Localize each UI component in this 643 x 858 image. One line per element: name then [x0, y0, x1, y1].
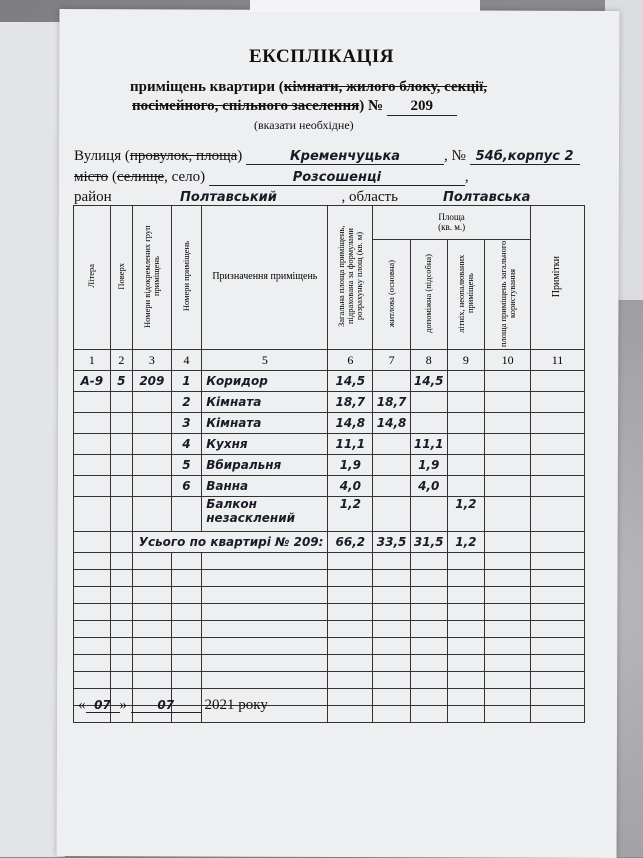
cell-empty: [202, 638, 328, 655]
cell-zhytl: 14,8: [373, 413, 411, 434]
cell-prym: [530, 413, 584, 434]
column-number: 2: [110, 350, 132, 371]
cell-empty: [171, 497, 202, 532]
cell-empty: [74, 621, 111, 638]
cell-empty: [485, 587, 531, 604]
cell-empty: [328, 621, 373, 638]
table-row-empty: [74, 553, 585, 570]
cell-name: Вбиральня: [202, 455, 328, 476]
header-poverkh: Поверх: [110, 206, 132, 350]
cell-total: 11,1: [328, 434, 373, 455]
table-row-empty: [74, 570, 585, 587]
cell-empty: [530, 553, 584, 570]
cell-total: 1,2: [328, 497, 373, 532]
cell-empty: [410, 587, 447, 604]
cell-empty: [74, 638, 111, 655]
header-dopomizhna: допоміжна (підсобна): [410, 240, 447, 350]
city-value: Розсошенці: [209, 170, 465, 186]
cell-total: 4,0: [328, 476, 373, 497]
cell-empty: [485, 570, 531, 587]
cell-empty: [202, 587, 328, 604]
cell-empty: [133, 497, 172, 532]
cell-empty: [110, 532, 132, 553]
cell-litn: [447, 434, 485, 455]
cell-dopom: 1,9: [410, 455, 447, 476]
cell-litn: [447, 476, 485, 497]
header-zhytlova: житлова (основна): [373, 240, 411, 350]
date-line: « 07 » 07 2021 року: [78, 697, 268, 713]
cell-empty: [410, 604, 447, 621]
cell-empty: [530, 497, 584, 532]
cell-grupa: [133, 413, 172, 434]
cell-empty: [447, 604, 485, 621]
cell-total: 18,7: [328, 392, 373, 413]
cell-poverkh: [110, 434, 132, 455]
cell-litera: [74, 476, 111, 497]
table-row: [74, 371, 585, 392]
cell-empty: [328, 655, 373, 672]
cell-empty: [373, 638, 411, 655]
cell-nomer: 5: [171, 455, 202, 476]
cell-nomer: 1: [171, 371, 202, 392]
cell-prym: [530, 476, 584, 497]
cell-nomer: 4: [171, 434, 202, 455]
cell-empty: [530, 706, 584, 723]
cell-total: 1,9: [328, 455, 373, 476]
cell-litn: [447, 413, 485, 434]
cell-empty: [530, 689, 584, 706]
cell-empty: [171, 604, 202, 621]
cell-empty: [133, 553, 172, 570]
table-row: [74, 476, 585, 497]
cell-empty: [373, 621, 411, 638]
table-row-empty: [74, 672, 585, 689]
cell-zhytl: [373, 434, 411, 455]
street-line: Вулиця (провулок, площа) Кременчуцька , № 54б,корпус 2: [74, 148, 580, 165]
header-nomery-grup: Номери відокремлених груп приміщень: [133, 206, 172, 350]
total-zhytl: 33,5: [373, 532, 411, 553]
cell-empty: [447, 689, 485, 706]
cell-empty: [410, 672, 447, 689]
cell-empty: [447, 553, 485, 570]
cell-grupa: 209: [133, 371, 172, 392]
cell-litera: [74, 392, 111, 413]
cell-zhytl: 18,7: [373, 392, 411, 413]
cell-empty: [328, 570, 373, 587]
cell-empty: [485, 553, 531, 570]
cell-empty: [110, 553, 132, 570]
column-number: 11: [530, 350, 584, 371]
cell-empty: [373, 553, 411, 570]
cell-empty: [328, 604, 373, 621]
cell-empty: [110, 587, 132, 604]
cell-litera: [74, 413, 111, 434]
cell-empty: [171, 587, 202, 604]
cell-zhytl: [373, 476, 411, 497]
cell-empty: [133, 604, 172, 621]
cell-empty: [110, 655, 132, 672]
column-number: 6: [328, 350, 373, 371]
cell-empty: [133, 672, 172, 689]
cell-empty: [133, 638, 172, 655]
cell-nomer: 2: [171, 392, 202, 413]
cell-litn: [447, 371, 485, 392]
table-row: [74, 455, 585, 476]
header-prymitky: Примітки: [530, 206, 584, 350]
city-line: місто (селище, село) Розсошенці ,: [74, 169, 469, 185]
cell-total: 14,5: [328, 371, 373, 392]
cell-litn: 1,2: [447, 497, 485, 532]
cell-empty: [110, 604, 132, 621]
cell-empty: [328, 672, 373, 689]
cell-empty: [410, 553, 447, 570]
cell-empty: [74, 587, 111, 604]
cell-empty: [74, 553, 111, 570]
cell-dopom: 11,1: [410, 434, 447, 455]
cell-empty: [410, 570, 447, 587]
header-ploshcha: Площа (кв. м.): [373, 206, 531, 240]
cell-litera: А-9: [74, 371, 111, 392]
cell-empty: [202, 621, 328, 638]
total-dopom: 31,5: [410, 532, 447, 553]
table-row: [74, 413, 585, 434]
cell-empty: [447, 706, 485, 723]
cell-empty: [328, 689, 373, 706]
column-number: 7: [373, 350, 411, 371]
cell-poverkh: [110, 413, 132, 434]
cell-empty: [171, 638, 202, 655]
cell-empty: [171, 553, 202, 570]
cell-empty: [74, 672, 111, 689]
cell-empty: [202, 672, 328, 689]
cell-empty: [133, 621, 172, 638]
cell-empty: [373, 689, 411, 706]
cell-name: Кухня: [202, 434, 328, 455]
cell-empty: [485, 621, 531, 638]
doc-title: ЕКСПЛІКАЦІЯ: [249, 46, 394, 67]
table-body: [74, 371, 585, 723]
cell-empty: [373, 604, 411, 621]
cell-empty: [328, 706, 373, 723]
cell-empty: [530, 604, 584, 621]
cell-zah: [485, 455, 531, 476]
column-number: 5: [202, 350, 328, 371]
cell-empty: [171, 621, 202, 638]
cell-name: Кімната: [202, 413, 328, 434]
table-row-empty: [74, 638, 585, 655]
cell-poverkh: 5: [110, 371, 132, 392]
table-row-balcony: [74, 497, 585, 532]
cell-nomer: 6: [171, 476, 202, 497]
cell-empty: [373, 587, 411, 604]
header-zahalnoho: площа приміщень загального користування: [485, 240, 531, 350]
cell-grupa: [133, 476, 172, 497]
table-row-empty: [74, 587, 585, 604]
cell-empty: [530, 621, 584, 638]
cell-empty: [328, 587, 373, 604]
cell-zhytl: [373, 455, 411, 476]
cell-empty: [410, 638, 447, 655]
underlying-page: [0, 22, 65, 857]
cell-name: Ванна: [202, 476, 328, 497]
district-line: район Полтавський , область Полтавська: [74, 189, 572, 206]
column-numbers-row: [74, 350, 585, 371]
doc-subtitle-line2: посімейного, спільного заселення) № 209: [132, 98, 457, 116]
cell-empty: [328, 553, 373, 570]
cell-empty: [133, 570, 172, 587]
column-number: 3: [133, 350, 172, 371]
cell-dopom: 4,0: [410, 476, 447, 497]
cell-empty: [447, 570, 485, 587]
house-value: 54б,корпус 2: [470, 149, 580, 165]
cell-empty: [202, 570, 328, 587]
cell-empty: [410, 497, 447, 532]
cell-empty: [202, 655, 328, 672]
cell-nomer: 3: [171, 413, 202, 434]
cell-empty: [447, 621, 485, 638]
cell-empty: [373, 655, 411, 672]
cell-empty: [74, 532, 111, 553]
cell-empty: [530, 655, 584, 672]
cell-empty: [171, 570, 202, 587]
cell-empty: [110, 621, 132, 638]
cell-empty: [373, 497, 411, 532]
cell-name: Кімната: [202, 392, 328, 413]
table-row-empty: [74, 655, 585, 672]
header-litera: Літера: [74, 206, 111, 350]
cell-empty: [373, 570, 411, 587]
cell-empty: [530, 672, 584, 689]
date-month: 07: [131, 698, 201, 713]
table-row: [74, 392, 585, 413]
date-day: 07: [86, 698, 120, 713]
cell-empty: [530, 532, 584, 553]
street-value: Кременчуцька: [246, 149, 444, 165]
cell-dopom: 14,5: [410, 371, 447, 392]
balcony-name-line2: незасклений: [206, 511, 296, 525]
total-litn: 1,2: [447, 532, 485, 553]
cell-empty: [485, 638, 531, 655]
table-row-total: [74, 532, 585, 553]
doc-subtitle-line1: приміщень квартири (кімнати, жилого блоку, секції,: [130, 79, 488, 95]
cell-empty: [110, 638, 132, 655]
cell-grupa: [133, 392, 172, 413]
cell-prym: [530, 392, 584, 413]
cell-empty: [133, 655, 172, 672]
cell-zhytl: [373, 371, 411, 392]
cell-empty: [373, 672, 411, 689]
cell-empty: [530, 587, 584, 604]
header-zahalna: Загальна площа приміщень, підрахована за формулами розрахунку площ (кв. м): [328, 206, 373, 350]
header-pryznachennia: Призначення приміщень: [202, 206, 328, 350]
cell-empty: [485, 655, 531, 672]
cell-poverkh: [110, 476, 132, 497]
header-litnikh: літніх, неопалюваних приміщень: [447, 240, 485, 350]
cell-empty: [171, 672, 202, 689]
table-row: [74, 434, 585, 455]
table-row-empty: [74, 621, 585, 638]
cell-poverkh: [110, 392, 132, 413]
column-number: 9: [447, 350, 485, 371]
cell-empty: [447, 638, 485, 655]
cell-empty: [447, 672, 485, 689]
cell-empty: [328, 638, 373, 655]
column-number: 10: [485, 350, 531, 371]
cell-zah: [485, 392, 531, 413]
cell-dopom: [410, 413, 447, 434]
cell-poverkh: [110, 455, 132, 476]
district-value: Полтавський: [115, 190, 341, 206]
cell-grupa: [133, 434, 172, 455]
cell-empty: [485, 497, 531, 532]
cell-empty: [202, 553, 328, 570]
explication-table: [73, 205, 585, 723]
cell-empty: [74, 655, 111, 672]
cell-empty: [485, 672, 531, 689]
cell-dopom: [410, 392, 447, 413]
cell-empty: [410, 655, 447, 672]
cell-empty: [447, 587, 485, 604]
cell-name: Коридор: [202, 371, 328, 392]
cell-empty: [74, 570, 111, 587]
cell-empty: [485, 706, 531, 723]
apartment-number: 209: [387, 98, 457, 116]
cell-litn: [447, 455, 485, 476]
cell-zah: [485, 434, 531, 455]
column-number: 4: [171, 350, 202, 371]
cell-empty: [171, 655, 202, 672]
cell-litera: [74, 455, 111, 476]
column-number: 8: [410, 350, 447, 371]
cell-empty: [74, 497, 111, 532]
cell-empty: [110, 497, 132, 532]
cell-prym: [530, 455, 584, 476]
cell-zah: [485, 371, 531, 392]
cell-litn: [447, 392, 485, 413]
cell-empty: [110, 570, 132, 587]
cell-zah: [485, 413, 531, 434]
cell-empty: [530, 570, 584, 587]
cell-total: 14,8: [328, 413, 373, 434]
cell-empty: [485, 689, 531, 706]
cell-empty: [485, 532, 531, 553]
doc-note: (вказати необхідне): [254, 118, 354, 132]
cell-zah: [485, 476, 531, 497]
cell-empty: [530, 638, 584, 655]
cell-litera: [74, 434, 111, 455]
header-nomery-prym: Номери приміщень: [171, 206, 202, 350]
cell-empty: [373, 706, 411, 723]
cell-name: [202, 497, 328, 532]
column-number: 1: [74, 350, 111, 371]
table-row-empty: [74, 604, 585, 621]
cell-empty: [410, 621, 447, 638]
cell-prym: [530, 434, 584, 455]
balcony-name-line1: Балкон: [206, 497, 257, 511]
cell-empty: [410, 706, 447, 723]
total-value: 66,2: [328, 532, 373, 553]
total-label: Усього по квартирі № 209:: [133, 532, 328, 553]
cell-empty: [202, 604, 328, 621]
top-paper-strip: [250, 0, 480, 12]
region-value: Полтавська: [402, 190, 572, 206]
cell-empty: [410, 689, 447, 706]
cell-prym: [530, 371, 584, 392]
cell-empty: [485, 604, 531, 621]
cell-empty: [133, 587, 172, 604]
cell-empty: [110, 672, 132, 689]
cell-grupa: [133, 455, 172, 476]
cell-empty: [447, 655, 485, 672]
cell-empty: [74, 604, 111, 621]
